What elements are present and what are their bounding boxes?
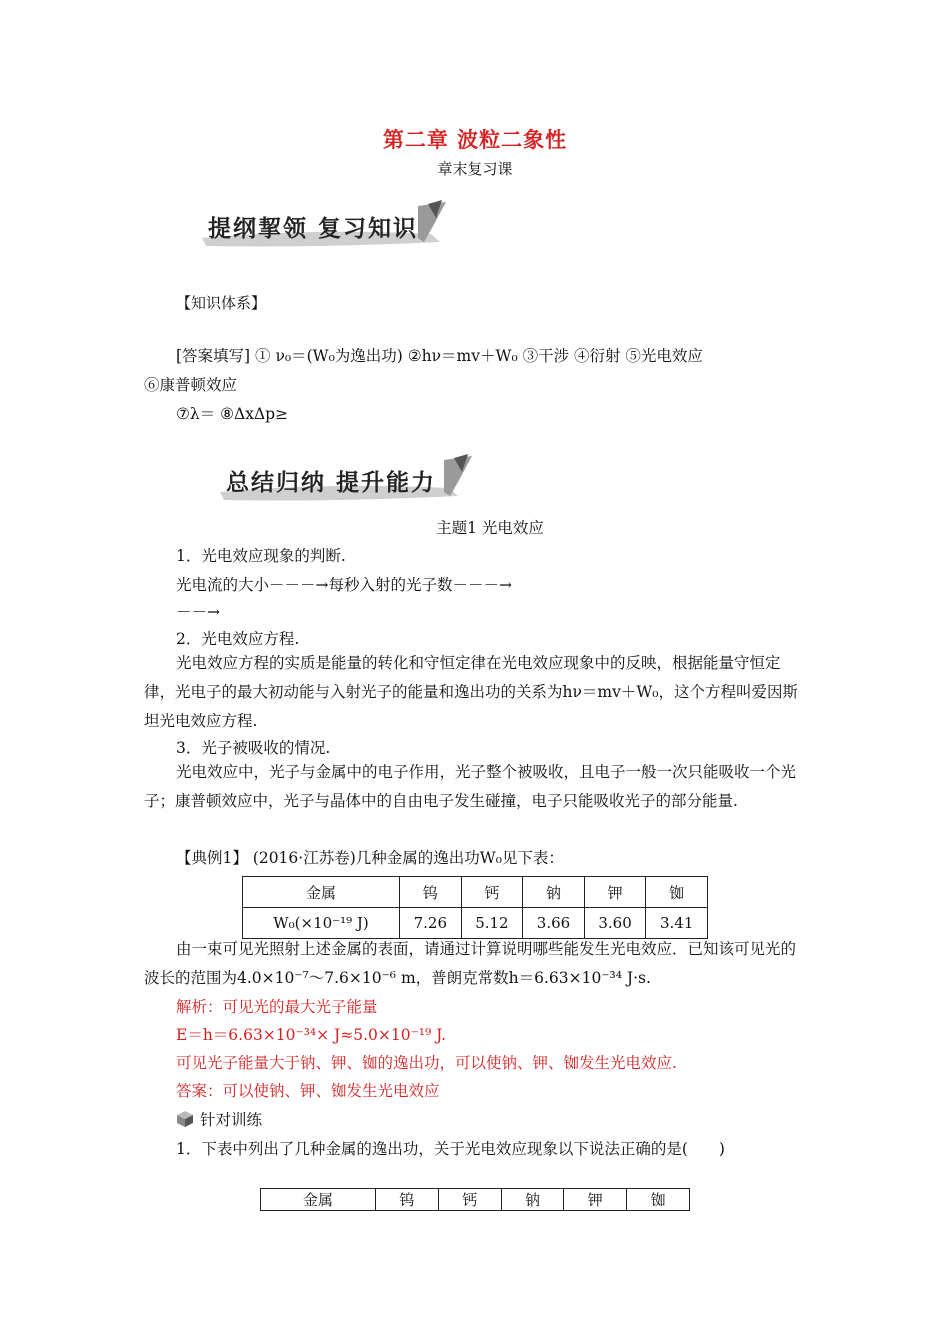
- banner-summary: [214, 452, 474, 504]
- table-row: [261, 1189, 690, 1211]
- section1-heading: 1．光电效应现象的判断.: [176, 547, 346, 565]
- analysis-label: 解析：: [176, 998, 223, 1016]
- section1-line3: －－→: [176, 603, 220, 621]
- training-heading: [176, 1108, 262, 1130]
- answer-text: 可以使钠、钾、铷发生光电效应: [222, 1082, 440, 1100]
- question-1: 1．下表中列出了几种金属的逸出功，关于光电效应现象以下说法正确的是( ): [176, 1140, 725, 1158]
- answer-line-1: [答案填写] ① ν₀＝(W₀为逸出功) ②hν＝mv＋W₀ ③干涉 ④衍射 ⑤光电效应: [176, 347, 703, 365]
- knowledge-heading: 【知识体系】: [176, 294, 267, 312]
- work-function-table: [242, 876, 708, 939]
- answer-line: [176, 1079, 440, 1101]
- analysis-line3: 可见光子能量大于钠、钾、铷的逸出功，可以使钠、钾、铷发生光电效应.: [176, 1054, 677, 1072]
- section2-heading: 2．光电效应方程.: [176, 630, 300, 648]
- table-header-cell: 钙: [438, 1189, 501, 1211]
- table-cell: 7.26: [400, 908, 462, 939]
- answer-label: 答案：: [176, 1082, 223, 1100]
- section3-body: 光电效应中，光子与金属中的电子作用，光子整个被吸收，且电子一般一次只能吸收一个光子；康普顿效应中，光子与晶体中的自由电子发生碰撞，电子只能吸收光子的部分能量.: [144, 763, 797, 810]
- work-function-table-2: [260, 1188, 690, 1211]
- table-header-cell: 钾: [564, 1189, 627, 1211]
- question-body: 由一束可见光照射上述金属的表面，请通过计算说明哪些能发生光电效应．已知该可见光的波长的范围为4.0×10⁻⁷～7.6×10⁻⁶ m，普朗克常数h＝6.63×10⁻³⁴ J·s.: [144, 940, 797, 987]
- table-cell: 3.60: [584, 908, 646, 939]
- banner-review-knowledge: [196, 198, 456, 250]
- page-subtitle: 章末复习课: [437, 160, 513, 178]
- example-heading: 【典例1】 (2016·江苏卷)几种金属的逸出功W₀见下表：: [176, 849, 564, 867]
- table-header-cell: 金属: [243, 877, 400, 908]
- answer-line-3: ⑦λ＝ ⑧ΔxΔp≥: [176, 405, 289, 423]
- analysis-line1: [176, 995, 378, 1017]
- analysis-line2: E＝h＝6.63×10⁻³⁴× J≈5.0×10⁻¹⁹ J.: [176, 1026, 447, 1044]
- table-cell: 5.12: [461, 908, 523, 939]
- table-row: [243, 877, 708, 908]
- table-cell: 3.41: [646, 908, 708, 939]
- section2-body: 光电效应方程的实质是能量的转化和守恒定律在光电效应现象中的反映，根据能量守恒定律，光电子的最大初动能与入射光子的能量和逸出功的关系为hν＝mv＋W₀，这个方程叫爱因斯坦光电效应方程.: [144, 654, 799, 730]
- section1-line2: 光电流的大小－－－→每秒入射的光子数－－－→: [176, 576, 512, 594]
- table-row: [243, 908, 708, 939]
- banner2-text: 总结归纳 提升能力: [226, 470, 437, 496]
- table-header-cell: 钨: [400, 877, 462, 908]
- table-header-cell: 钾: [584, 877, 646, 908]
- cube-icon: [176, 1110, 194, 1128]
- topic-heading: 主题1 光电效应: [436, 519, 544, 537]
- analysis-text1: 可见光的最大光子能量: [222, 998, 378, 1016]
- table-cell: 3.66: [523, 908, 585, 939]
- table-header-cell: 铷: [646, 877, 708, 908]
- table-header-cell: 钠: [523, 877, 585, 908]
- table-header-cell: 钙: [461, 877, 523, 908]
- table-header-cell: 铷: [627, 1189, 690, 1211]
- table-cell: W₀(×10⁻¹⁹ J): [243, 908, 400, 939]
- banner1-text: 提纲挈领 复习知识: [208, 216, 419, 242]
- table-header-cell: 金属: [261, 1189, 376, 1211]
- table-header-cell: 钨: [376, 1189, 439, 1211]
- section3-heading: 3．光子被吸收的情况.: [176, 739, 331, 757]
- answer-line-2: ⑥康普顿效应: [144, 376, 238, 394]
- table-header-cell: 钠: [501, 1189, 564, 1211]
- page-title: 第二章 波粒二象性: [382, 127, 568, 152]
- training-label: 针对训练: [200, 1111, 263, 1129]
